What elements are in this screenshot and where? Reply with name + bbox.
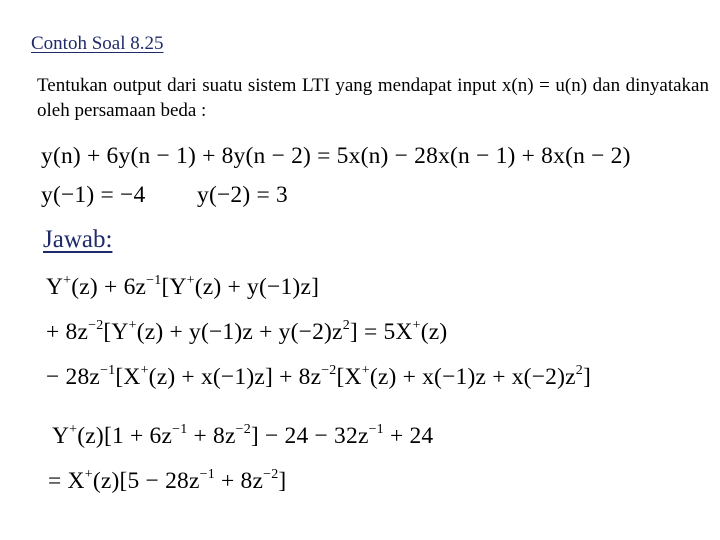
initial-condition-y-minus-1: y(−1) = −4 (41, 182, 146, 208)
solution-line-5: = $X^+(z)[5 - 28z^{-1} + 8z^{-2}]$ (48, 467, 287, 494)
solution-line-3: − $28z^{-1}[X^+(z) + x(-1)z] + 8z^{-2}[X^+(z) + x(-1)z + x(-2)z^2]$ (46, 363, 592, 390)
page-title: Contoh Soal 8.25 (31, 33, 164, 54)
solution-line-4: $Y^+(z)[1 + 6z^{-1} + 8z^{-2}] - 24 - 32z^{-1} + 24$ (52, 422, 434, 449)
solution-line-2: + $8z^{-2}[Y^+(z) + y(-1)z + y(-2)z^2] = 5X^+(z)$ (46, 318, 448, 345)
answer-label: Jawab: (43, 226, 113, 253)
difference-equation: y(n) + 6y(n − 1) + 8y(n − 2) = 5x(n) − 28x(n − 1) + 8x(n − 2) (41, 143, 631, 169)
problem-statement: Tentukan output dari suatu sistem LTI yang mendapat input x(n) = u(n) dan dinyatakan oleh persamaan beda : (37, 75, 709, 121)
initial-condition-y-minus-2: y(−2) = 3 (197, 182, 288, 208)
solution-line-1: $Y^+(z) + 6z^{-1}[Y^+(z) + y(-1)z]$ (46, 273, 320, 300)
